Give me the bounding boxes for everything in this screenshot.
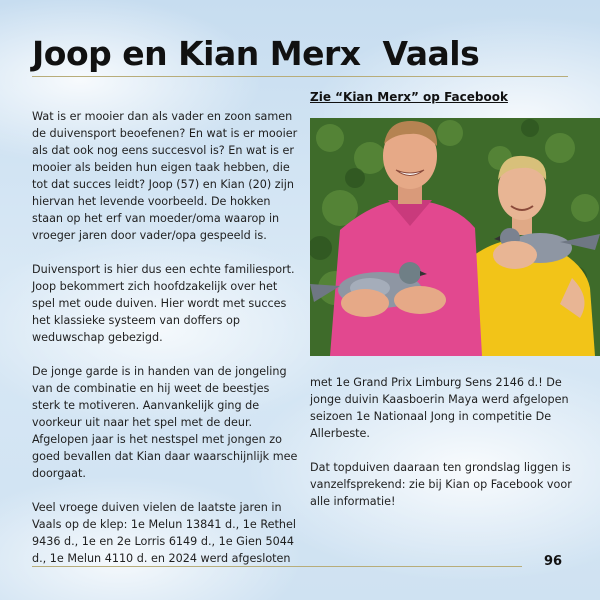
photo-father-son-pigeons — [310, 118, 600, 356]
page-number: 96 — [544, 554, 563, 569]
article-left-column — [32, 108, 298, 584]
paragraph-young-birds: De jonge garde is in handen van de jongeling van de combinatie en hij weet de beestjes sterk te motiveren. Aanvankelijk ging de voorkeur uit naar het spel met de deur. Afgelopen jaar is het nestspel met jongen zo goed bevallen dat Kian daar waarschijnlijk mee doorgaat. — [32, 365, 298, 480]
paragraph-facebook-info: Dat topduiven daaraan ten grondslag liggen is vanzelfsprekend: zie bij Kian op Facebook voor alle informatie! — [310, 461, 572, 508]
page-title: Joop en Kian Merx Vaals — [32, 34, 480, 73]
article-right-column — [310, 374, 572, 527]
paragraph-results: Veel vroege duiven vielen de laatste jaren in Vaals op de klep: 1e Melun 13841 d., 1e Rethel 9436 d., 1e en 2e Lorris 6149 d., 1e Gien 5044 d., 1e Melun 4110 d. en 2024 werd afgesloten — [32, 501, 296, 565]
title-divider — [32, 76, 568, 77]
paragraph-intro: Wat is er mooier dan als vader en zoon samen de duivensport beoefenen? En wat is er mooier als dat ook nog eens succesvol is? En wat is er mooier als beiden hun eigen taak hebben, die tot dat succes leidt? Joop (57) en Kian (20) zijn hiervan het levende voorbeeld. De hokken staan op het erf van moeder/oma waarop in vroeger jaren door vader/opa gespeeld is. — [32, 110, 298, 242]
paragraph-family-sport: Duivensport is hier dus een echte familiesport. Joop bekommert zich hoofdzakelijk over het spel met oude duiven. Hier wordt met succes het klassieke systeem van doffers op weduwschap gebezigd. — [32, 263, 295, 344]
footer-divider — [32, 566, 522, 567]
paragraph-grand-prix: met 1e Grand Prix Limburg Sens 2146 d.! De jonge duivin Kaasboerin Maya werd afgelopen seizoen 1e Nationaal Jong in competitie De Allerbeste. — [310, 376, 569, 440]
facebook-link[interactable]: Zie “Kian Merx” op Facebook — [310, 90, 508, 104]
